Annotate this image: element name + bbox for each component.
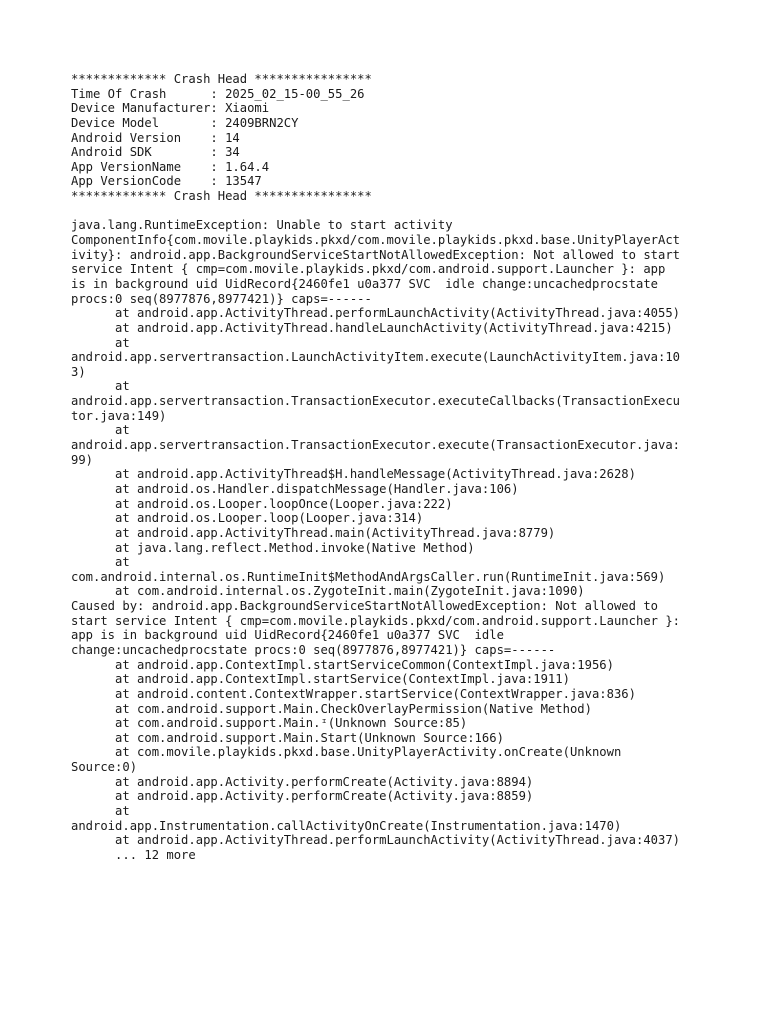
stack-frame-line: at android.os.Looper.loopOnce(Looper.java:222) xyxy=(71,496,453,511)
exception-message-line: android.app.servertransaction.TransactionExecutor.executeCallbacks(TransactionExecu xyxy=(71,394,681,409)
exception-message-line: 3) xyxy=(71,364,86,379)
exception-message-line: procs:0 seq(8977876,8977421)} caps=------ xyxy=(71,291,372,306)
crash-head-footer: ************* Crash Head **************** xyxy=(71,189,372,204)
crash-info-row: Android Version : 14 xyxy=(71,130,240,145)
stack-frame-line: at android.app.ActivityThread$H.handleMessage(ActivityThread.java:2628) xyxy=(71,467,636,482)
crash-info-row: Device Model : 2409BRN2CY xyxy=(71,115,299,130)
exception-message-line: service Intent { cmp=com.movile.playkids.pkxd/com.android.support.Launcher }: app xyxy=(71,262,666,277)
crash-info-row: Android SDK : 34 xyxy=(71,145,240,160)
blank-line xyxy=(71,204,711,219)
crash-info-row: Device Manufacturer: Xiaomi xyxy=(71,101,270,116)
stack-frame-line: at android.app.ActivityThread.performLaunchActivity(ActivityThread.java:4055) xyxy=(71,306,681,321)
stack-frame-line: at com.android.support.Main.ᶦ(Unknown Source:85) xyxy=(71,716,468,731)
exception-message-line: is in background uid UidRecord{2460fe1 u0a377 SVC idle change:uncachedprocstate xyxy=(71,276,658,291)
stack-frame-line: at com.android.internal.os.ZygoteInit.main(ZygoteInit.java:1090) xyxy=(71,584,585,599)
exception-message-line: change:uncachedprocstate procs:0 seq(8977876,8977421)} caps=------ xyxy=(71,642,556,657)
caused-by-line: Caused by: android.app.BackgroundServiceStartNotAllowedException: Not allowed to xyxy=(71,599,658,614)
exception-message-line: Source:0) xyxy=(71,760,138,775)
exception-message-line: start service Intent { cmp=com.movile.playkids.pkxd/com.android.support.Launcher }: xyxy=(71,613,681,628)
crash-log-document xyxy=(71,72,711,863)
stack-frame-line: at xyxy=(71,379,130,394)
exception-message-line: android.app.servertransaction.LaunchActivityItem.execute(LaunchActivityItem.java:10 xyxy=(71,350,681,365)
exception-message-line: ComponentInfo{com.movile.playkids.pkxd/com.movile.playkids.pkxd.base.UnityPlayerAct xyxy=(71,233,681,248)
stack-frame-line: at android.content.ContextWrapper.startService(ContextWrapper.java:836) xyxy=(71,686,636,701)
stack-frame-line: at android.app.ActivityThread.handleLaunchActivity(ActivityThread.java:4215) xyxy=(71,320,673,335)
exception-message-line: java.lang.RuntimeException: Unable to start activity xyxy=(71,218,453,233)
crash-head-header: ************* Crash Head **************** xyxy=(71,72,372,86)
exception-message-line: android.app.Instrumentation.callActivityOnCreate(Instrumentation.java:1470) xyxy=(71,818,622,833)
exception-message-line: 99) xyxy=(71,452,94,467)
stack-frame-line: at xyxy=(71,335,130,350)
exception-message-line: app is in background uid UidRecord{2460fe1 u0a377 SVC idle xyxy=(71,628,504,643)
stack-frame-line: at android.app.Activity.performCreate(Activity.java:8894) xyxy=(71,774,534,789)
stack-frame-line: at xyxy=(71,804,130,819)
crash-info-row: Time Of Crash : 2025_02_15-00_55_26 xyxy=(71,86,365,101)
stack-frame-line: ... 12 more xyxy=(71,847,196,862)
exception-message-line: ivity}: android.app.BackgroundServiceStartNotAllowedException: Not allowed to start xyxy=(71,247,681,262)
stack-frame-line: at android.app.ActivityThread.main(ActivityThread.java:8779) xyxy=(71,525,556,540)
crash-info-row: App VersionName : 1.64.4 xyxy=(71,159,270,174)
exception-message-line: com.android.internal.os.RuntimeInit$MethodAndArgsCaller.run(RuntimeInit.java:569) xyxy=(71,569,666,584)
stack-frame-line: at com.movile.playkids.pkxd.base.UnityPlayerActivity.onCreate(Unknown xyxy=(71,745,622,760)
stack-frame-line: at android.os.Handler.dispatchMessage(Handler.java:106) xyxy=(71,481,519,496)
stack-frame-line: at android.app.Activity.performCreate(Activity.java:8859) xyxy=(71,789,534,804)
exception-message-line: android.app.servertransaction.TransactionExecutor.execute(TransactionExecutor.java: xyxy=(71,438,681,453)
stack-frame-line: at android.app.ActivityThread.performLaunchActivity(ActivityThread.java:4037) xyxy=(71,833,681,848)
stack-frame-line: at java.lang.reflect.Method.invoke(Native Method) xyxy=(71,540,475,555)
stack-frame-line: at com.android.support.Main.CheckOverlayPermission(Native Method) xyxy=(71,701,592,716)
stack-frame-line: at android.os.Looper.loop(Looper.java:314) xyxy=(71,511,424,526)
stack-frame-line: at android.app.ContextImpl.startServiceCommon(ContextImpl.java:1956) xyxy=(71,657,614,672)
crash-info-row: App VersionCode : 13547 xyxy=(71,174,262,189)
stack-frame-line: at xyxy=(71,555,130,570)
stack-frame-line: at com.android.support.Main.Start(Unknown Source:166) xyxy=(71,730,504,745)
stack-frame-line: at xyxy=(71,423,130,438)
exception-message-line: tor.java:149) xyxy=(71,408,167,423)
stack-frame-line: at android.app.ContextImpl.startService(ContextImpl.java:1911) xyxy=(71,672,570,687)
